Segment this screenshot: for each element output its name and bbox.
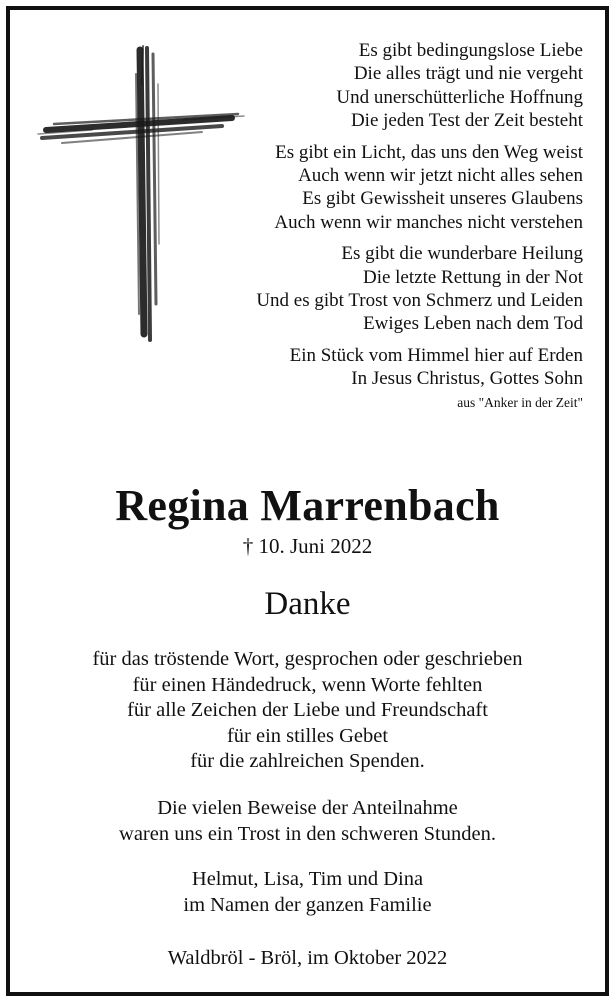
poem-line: Die alles trägt und nie vergeht bbox=[353, 63, 583, 85]
family-line: Helmut, Lisa, Tim und Dina bbox=[191, 868, 424, 890]
family-signature bbox=[10, 867, 605, 918]
poem-line: Es gibt ein Licht, das uns den Weg weist bbox=[275, 141, 583, 163]
closing-line: waren uns ein Trost in den schweren Stunden. bbox=[119, 822, 496, 845]
poem-line: Auch wenn wir manches nicht verstehen bbox=[274, 211, 583, 233]
poem-line: Die jeden Test der Zeit besteht bbox=[350, 110, 583, 132]
poem-stanza bbox=[163, 141, 583, 235]
thanks-heading: Danke bbox=[264, 586, 351, 622]
thanks-closing bbox=[10, 796, 605, 847]
poem-line: Es gibt die wunderbare Heilung bbox=[341, 243, 583, 265]
poem-line: Es gibt bedingungslose Liebe bbox=[358, 40, 583, 61]
poem-line: Auch wenn wir jetzt nicht alles sehen bbox=[298, 165, 583, 187]
poem bbox=[163, 39, 583, 411]
thanks-line: für das tröstende Wort, gesprochen oder geschrieben bbox=[92, 648, 523, 670]
obituary-frame bbox=[6, 6, 609, 996]
thanks-line: für die zahlreichen Spenden. bbox=[190, 750, 425, 773]
thanks-list bbox=[10, 647, 605, 775]
deceased-name: Regina Marrenbach bbox=[115, 481, 500, 530]
thanks-line: für einen Händedruck, wenn Worte fehlten bbox=[132, 673, 483, 696]
poem-line: Ein Stück vom Himmel hier auf Erden bbox=[289, 344, 583, 366]
poem-source: aus "Anker in der Zeit" bbox=[457, 394, 583, 410]
place-date: Waldbröl - Bröl, im Oktober 2022 bbox=[167, 947, 448, 969]
poem-line: Und es gibt Trost von Schmerz und Leiden bbox=[256, 290, 583, 312]
poem-line: Es gibt Gewissheit unseres Glaubens bbox=[302, 188, 583, 210]
poem-line: Die letzte Rettung in der Not bbox=[362, 266, 583, 288]
thanks-line: für alle Zeichen der Liebe und Freundschaft bbox=[127, 699, 488, 722]
poem-line: Ewiges Leben nach dem Tod bbox=[363, 313, 583, 335]
death-date: † 10. Juni 2022 bbox=[242, 534, 373, 558]
poem-line: In Jesus Christus, Gottes Sohn bbox=[351, 368, 583, 390]
poem-line: Und unerschütterliche Hoffnung bbox=[336, 86, 583, 108]
poem-stanza bbox=[163, 242, 583, 336]
closing-line: Die vielen Beweise der Anteilnahme bbox=[157, 797, 458, 819]
family-line: im Namen der ganzen Familie bbox=[183, 893, 432, 916]
thanks-line: für ein stilles Gebet bbox=[226, 724, 389, 747]
poem-stanza bbox=[163, 344, 583, 391]
poem-stanza bbox=[163, 39, 583, 133]
